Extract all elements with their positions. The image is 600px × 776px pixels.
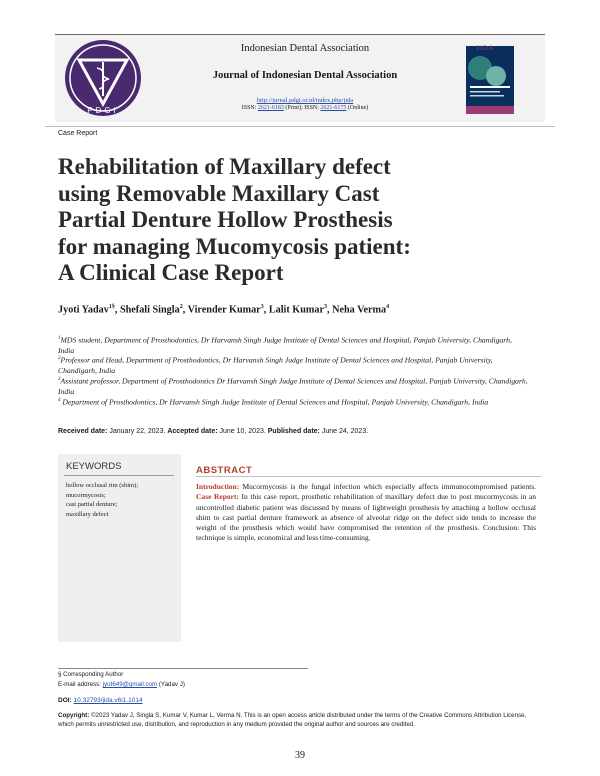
keyword-item: cast partial denture; [66, 501, 118, 508]
journal-url-link[interactable]: http://jurnal.pdgi.or.id/index.php/jida [256, 97, 354, 104]
title-line: Partial Denture Hollow Prosthesis [58, 207, 393, 232]
header-top-rule [55, 34, 545, 35]
journal-cover-thumbnail [466, 46, 514, 114]
keywords-list [66, 481, 176, 519]
affiliation: $^3$Assistant professor, Department of Prosthodontics Dr Harvansh Singh Judge Institute of Dental Sciences and Hospital, Panjab University, Chandigarh, India [58, 376, 528, 396]
keywords-rule [64, 475, 174, 476]
page-number: 39 [295, 750, 305, 761]
author-name: Shefali Singla [119, 304, 180, 316]
abstract-body: Introduction: Mucormycosis is the fungal infection which especially affects immunocompromised patients. Case Report: In this case report, prosthetic rehabilitation of maxillary defect due to post mucormycosis in an uncontrolled diabetic patient was discussed by means of lightweight prosthesis by attaching a hollow occlusal shim to cast partial denture framework as absence of alveolar ridge on the defect side tends to increase the weight of the prosthesis which would have compromised the retention of the prosthesis. Conclusion: This technique is simple, economical and less time-consuming. [196, 482, 536, 543]
issn-line: ISSN: 2621-6183 (Print); ISSN: 2621-6175 (Online) [241, 105, 369, 111]
corresponding-author-note: § Corresponding Author [58, 671, 124, 678]
keywords-heading: KEYWORDS [66, 461, 122, 472]
copyright-notice: Copyright: ©2023 Yadav J, Singla S, Kumar V, Kumar L, Verma N. This is an open access article distributed under the terms of the Creative Commons Attribution License, which permits unrestricted use, distribution, and reproduction in any medium provided the original author and sources are credited. [58, 712, 527, 728]
abstract-intro-label: Introduction: [196, 482, 240, 491]
email-link[interactable]: jyot649@gmail.com [102, 681, 158, 688]
abstract-rule [196, 476, 541, 477]
doi-link[interactable]: 10.32793/jida.v6i1.1014 [73, 697, 143, 704]
header-divider [45, 126, 555, 127]
affiliation: $^2$Professor and Head, Department of Prosthodontics, Dr Harvansh Singh Judge Institute of Dental Sciences and Hospital, Panjab University, Chandigarh, India [58, 355, 493, 375]
keyword-item: maxillary defect [66, 510, 109, 518]
author-list: Jyoti Yadav$^{1\S}$, Shefali Singla$^2$, Virender Kumar$^3$, Lalit Kumar$^3$, Neha Verma$^4$ [58, 304, 390, 316]
email-line: E-mail address: jyot649@gmail.com (Yadav J) [58, 681, 185, 688]
issn-online-link[interactable]: 2621-6175 [320, 105, 347, 111]
article-dates: Received date: January 22, 2023. Accepted date: June 10, 2023. Published date: June 24, 2023. [58, 428, 369, 435]
author-name: Jyoti Yadav [58, 304, 109, 316]
issn-print-link[interactable]: 2621-6183 [257, 105, 284, 111]
affiliation: $^1$MDS student, Department of Prosthodontics, Dr Harvansh Singh Judge Institute of Dental Sciences and Hospital, Panjab University, Chandigarh, India [58, 335, 512, 355]
article-title [58, 154, 538, 287]
pdgi-logo [63, 38, 143, 118]
author-name: Neha Verma [332, 304, 387, 316]
association-name: Indonesian Dental Association [240, 43, 370, 54]
affiliation: $^4$ Department of Prosthodontics, Dr Harvansh Singh Judge Institute of Dental Sciences and Hospital, Panjab University, Chandigarh, India [58, 397, 489, 407]
cover-title: JIDA [476, 45, 495, 52]
article-type: Case Report [58, 130, 98, 137]
title-line: using Removable Maxillary Cast [58, 180, 380, 206]
journal-name: Journal of Indonesian Dental Association [212, 70, 398, 81]
title-line: A Clinical Case Report [58, 260, 284, 285]
keyword-item: hollow occlusal rim (shim); [66, 482, 139, 489]
title-line: Rehabilitation of Maxillary defect [58, 154, 391, 179]
title-line: for managing Mucomycosis patient: [58, 233, 411, 259]
doi-line: DOI: 10.32793/jida.v6i1.1014 [58, 697, 143, 704]
logo-text: PDGI [87, 106, 119, 115]
keyword-item: mucormycosis; [66, 491, 106, 499]
footnote-rule [58, 668, 308, 669]
author-name: Virender Kumar [187, 304, 261, 316]
abstract-case-label: Case Report: [196, 492, 239, 502]
author-name: Lalit Kumar [268, 304, 324, 316]
abstract-heading: ABSTRACT [196, 465, 253, 476]
